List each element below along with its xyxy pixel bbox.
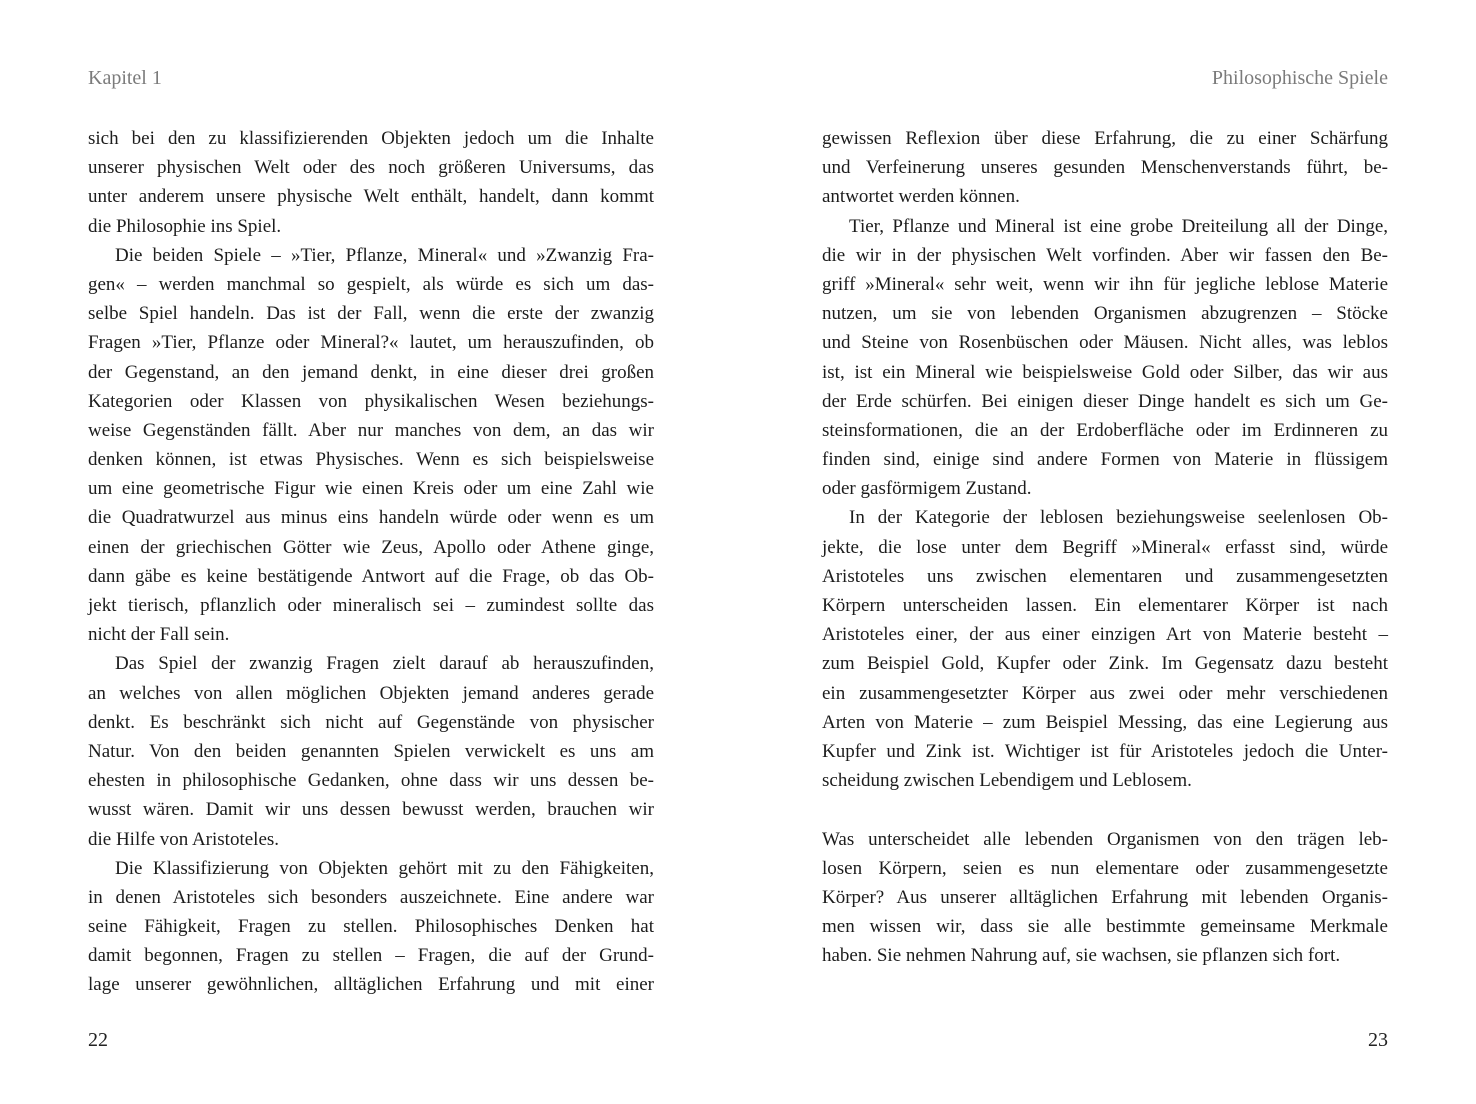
text-line: Natur. Von den beiden genannten Spielen verwickelt es uns am bbox=[88, 740, 654, 762]
right-page-body bbox=[822, 124, 1388, 970]
text-line: denkt. Es beschränkt sich nicht auf Gegenstände von physischer bbox=[88, 711, 654, 733]
text-line: dann gäbe es keine bestätigende Antwort auf die Frage, ob das Ob- bbox=[88, 565, 654, 587]
text-line: die wir in der physischen Welt vorfinden. Aber wir fassen den Be- bbox=[822, 244, 1388, 266]
text-line: die Quadratwurzel aus minus eins handeln würde oder wenn es um bbox=[88, 507, 654, 529]
text-line: ist, ist ein Mineral wie beispielsweise Gold oder Silber, das wir aus bbox=[822, 361, 1388, 383]
text-line: griff »Mineral« sehr weit, wenn wir ihn für jegliche leblose Materie bbox=[822, 273, 1388, 295]
paragraph bbox=[88, 124, 654, 241]
text-line: Die beiden Spiele – »Tier, Pflanze, Mineral« und »Zwanzig Fra- bbox=[115, 244, 654, 266]
text-line: ehesten in philosophische Gedanken, ohne dass wir uns dessen be- bbox=[88, 770, 654, 792]
text-line: Körper? Aus unserer alltäglichen Erfahrung mit lebenden Organis- bbox=[822, 886, 1388, 908]
text-line: Die Klassifizierung von Objekten gehört mit zu den Fähigkeiten, bbox=[115, 857, 654, 879]
text-line: Kategorien oder Klassen von physikalischen Wesen beziehungs- bbox=[88, 390, 654, 412]
paragraph bbox=[822, 825, 1388, 971]
text-line: sich bei den zu klassifizierenden Objekten jedoch um die Inhalte bbox=[88, 128, 654, 149]
paragraph bbox=[822, 124, 1388, 212]
text-line: jekt tierisch, pflanzlich oder mineralisch sei – zumindest sollte das bbox=[88, 595, 654, 616]
text-line: weise Gegenständen fällt. Aber nur manches von dem, an das wir bbox=[88, 419, 654, 441]
text-line: der Erde schürfen. Bei einigen dieser Dinge handelt es sich um Ge- bbox=[822, 390, 1388, 412]
text-line: an welches von allen möglichen Objekten jemand anderes gerade bbox=[88, 682, 654, 704]
right-page bbox=[822, 0, 1388, 1104]
text-line: wusst wären. Damit wir uns dessen bewusst werden, brauchen wir bbox=[88, 799, 654, 821]
text-line: ein zusammengesetzter Körper aus zwei oder mehr verschiedenen bbox=[822, 682, 1388, 704]
left-running-header: Kapitel 1 bbox=[88, 67, 162, 89]
text-line: finden sind, einige sind andere Formen von Materie in flüssigem bbox=[822, 449, 1388, 471]
paragraph bbox=[88, 241, 654, 650]
text-line: gewissen Reflexion über diese Erfahrung, die zu einer Schärfung bbox=[822, 128, 1388, 149]
text-line: scheidung zwischen Lebendigem und Leblosem. bbox=[822, 770, 1192, 792]
text-line: Aristoteles einer, der aus einer einzigen Art von Materie besteht – bbox=[822, 624, 1388, 646]
text-line: in denen Aristoteles sich besonders auszeichnete. Eine andere war bbox=[88, 886, 654, 908]
left-page bbox=[88, 0, 654, 1104]
paragraph bbox=[822, 212, 1388, 504]
text-line: haben. Sie nehmen Nahrung auf, sie wachsen, sie pflanzen sich fort. bbox=[822, 945, 1341, 967]
text-line: nicht der Fall sein. bbox=[88, 624, 230, 646]
text-line: In der Kategorie der leblosen beziehungsweise seelenlosen Ob- bbox=[849, 507, 1388, 529]
text-line: Tier, Pflanze und Mineral ist eine grobe Dreiteilung all der Dinge, bbox=[849, 215, 1388, 237]
text-line: die Philosophie ins Spiel. bbox=[88, 215, 282, 237]
text-line: damit begonnen, Fragen zu stellen – Fragen, die auf der Grund- bbox=[88, 945, 654, 967]
text-line: der Gegenstand, an den jemand denkt, in eine dieser drei großen bbox=[88, 361, 654, 383]
text-line: Was unterscheidet alle lebenden Organismen von den trägen leb- bbox=[822, 828, 1388, 850]
paragraph bbox=[88, 854, 654, 1000]
text-line: denken können, ist etwas Physisches. Wenn es sich beispielsweise bbox=[88, 449, 654, 471]
text-line: die Hilfe von Aristoteles. bbox=[88, 828, 280, 850]
left-page-body bbox=[88, 124, 654, 1000]
text-line: gen« – werden manchmal so gespielt, als würde es sich um das- bbox=[88, 273, 654, 295]
text-line: steinsformationen, die an der Erdoberfläche oder im Erdinneren zu bbox=[822, 419, 1388, 441]
text-line: einen der griechischen Götter wie Zeus, Apollo oder Athene ginge, bbox=[88, 536, 654, 558]
left-page-number: 22 bbox=[88, 1029, 108, 1051]
text-line: Arten von Materie – zum Beispiel Messing, das eine Legierung aus bbox=[822, 711, 1388, 733]
paragraph bbox=[88, 649, 654, 853]
text-line: seine Fähigkeit, Fragen zu stellen. Philosophisches Denken hat bbox=[88, 916, 654, 938]
right-page-number: 23 bbox=[1368, 1029, 1388, 1051]
text-line: jekte, die lose unter dem Begriff »Mineral« erfasst sind, würde bbox=[822, 536, 1388, 558]
text-line: zum Beispiel Gold, Kupfer oder Zink. Im Gegensatz dazu besteht bbox=[822, 653, 1388, 675]
text-line: Körpern unterscheiden lassen. Ein elementarer Körper ist nach bbox=[822, 595, 1388, 616]
text-line: und Verfeinerung unseres gesunden Menschenverstands führt, be- bbox=[822, 157, 1388, 179]
text-line: nutzen, um sie von lebenden Organismen abzugrenzen – Stöcke bbox=[822, 303, 1388, 325]
text-line: unserer physischen Welt oder des noch größeren Universums, das bbox=[88, 157, 654, 179]
text-line: Kupfer und Zink ist. Wichtiger ist für Aristoteles jedoch die Unter- bbox=[822, 740, 1388, 762]
text-line: um eine geometrische Figur wie einen Kreis oder um eine Zahl wie bbox=[88, 478, 654, 500]
text-line: und Steine von Rosenbüschen oder Mäusen. Nicht alles, was leblos bbox=[822, 332, 1388, 354]
text-line: Fragen »Tier, Pflanze oder Mineral?« lautet, um herauszufinden, ob bbox=[88, 332, 654, 354]
text-line: lage unserer gewöhnlichen, alltäglichen Erfahrung und mit einer bbox=[88, 974, 654, 996]
text-line: Das Spiel der zwanzig Fragen zielt darauf ab herauszufinden, bbox=[115, 653, 654, 675]
paragraph bbox=[822, 503, 1388, 795]
text-line: selbe Spiel handeln. Das ist der Fall, wenn die erste der zwanzig bbox=[88, 303, 654, 325]
text-line: oder gasförmigem Zustand. bbox=[822, 478, 1032, 500]
text-line: unter anderem unsere physische Welt enthält, handelt, dann kommt bbox=[88, 186, 654, 208]
text-line: men wissen wir, dass sie alle bestimmte gemeinsame Merkmale bbox=[822, 916, 1388, 938]
text-line: antwortet werden können. bbox=[822, 186, 1020, 208]
right-running-header: Philosophische Spiele bbox=[1211, 67, 1388, 89]
text-line: Aristoteles uns zwischen elementaren und zusammengesetzten bbox=[822, 565, 1388, 587]
text-line: losen Körpern, seien es nun elementare oder zusammengesetzte bbox=[822, 857, 1388, 879]
